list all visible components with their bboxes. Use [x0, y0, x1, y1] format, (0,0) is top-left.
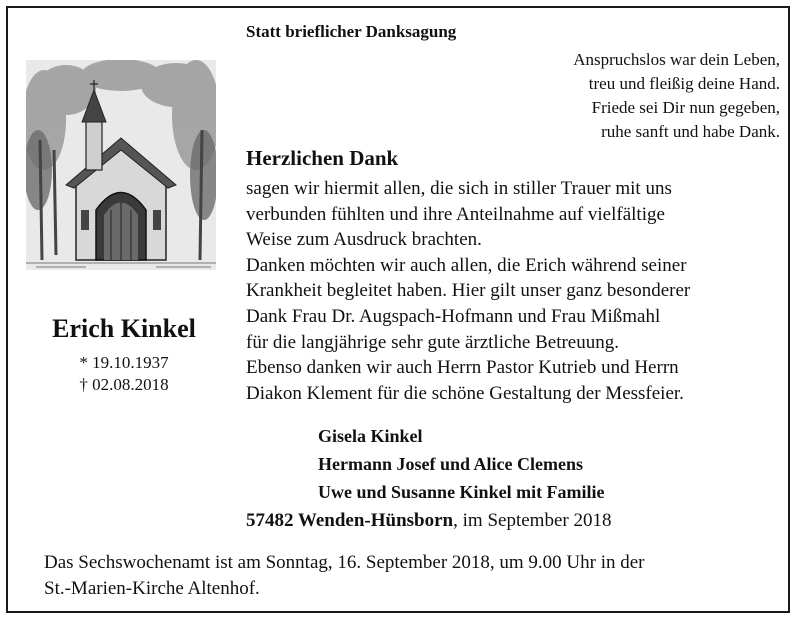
- life-dates: [24, 352, 224, 396]
- body-line: für die langjährige sehr gute ärztliche Betreuung.: [246, 331, 619, 353]
- poem: [480, 48, 780, 144]
- deceased-name: Erich Kinkel: [52, 314, 196, 343]
- poem-line: treu und fleißig deine Hand.: [588, 74, 780, 93]
- death-date: † 02.08.2018: [79, 375, 169, 394]
- body-line: Ebenso danken wir auch Herrn Pastor Kutrieb und Herrn: [246, 357, 679, 379]
- poem-line: ruhe sanft und habe Dank.: [601, 122, 780, 141]
- place-date: [246, 510, 611, 532]
- signers: [318, 422, 605, 506]
- notice-header: Statt brieflicher Danksagung: [246, 22, 457, 41]
- chapel-illustration: [26, 60, 216, 270]
- body-line: Diakon Klement für die schöne Gestaltung der Messfeier.: [246, 382, 684, 404]
- body-line: verbunden fühlten und ihre Anteilnahme auf vielfältige: [246, 203, 665, 225]
- place-date-text: , im September 2018: [453, 510, 612, 531]
- body-line: Krankheit begleitet haben. Hier gilt unser ganz besonderer: [246, 280, 691, 302]
- poem-line: Friede sei Dir nun gegeben,: [591, 98, 780, 117]
- body-line: Danken möchten wir auch allen, die Erich während seiner: [246, 254, 687, 276]
- signer: Hermann Josef und Alice Clemens: [318, 454, 583, 474]
- birth-date: * 19.10.1937: [79, 353, 169, 372]
- signer: Gisela Kinkel: [318, 426, 423, 446]
- footer-line: Das Sechswochenamt ist am Sonntag, 16. September 2018, um 9.00 Uhr in der: [44, 552, 645, 573]
- thanks-body: [246, 176, 786, 406]
- body-line: Dank Frau Dr. Augspach-Hofmann und Frau Mißmahl: [246, 305, 661, 327]
- body-line: Weise zum Ausdruck brachten.: [246, 229, 482, 251]
- thanks-heading: Herzlichen Dank: [246, 146, 399, 170]
- footer-line: St.-Marien-Kirche Altenhof.: [44, 577, 260, 599]
- poem-line: Anspruchslos war dein Leben,: [573, 50, 780, 69]
- footer-note: [44, 550, 784, 601]
- body-line: sagen wir hiermit allen, die sich in stiller Trauer mit uns: [246, 178, 672, 199]
- place-location: 57482 Wenden-Hünsborn: [246, 510, 454, 531]
- signer: Uwe und Susanne Kinkel mit Familie: [318, 482, 605, 502]
